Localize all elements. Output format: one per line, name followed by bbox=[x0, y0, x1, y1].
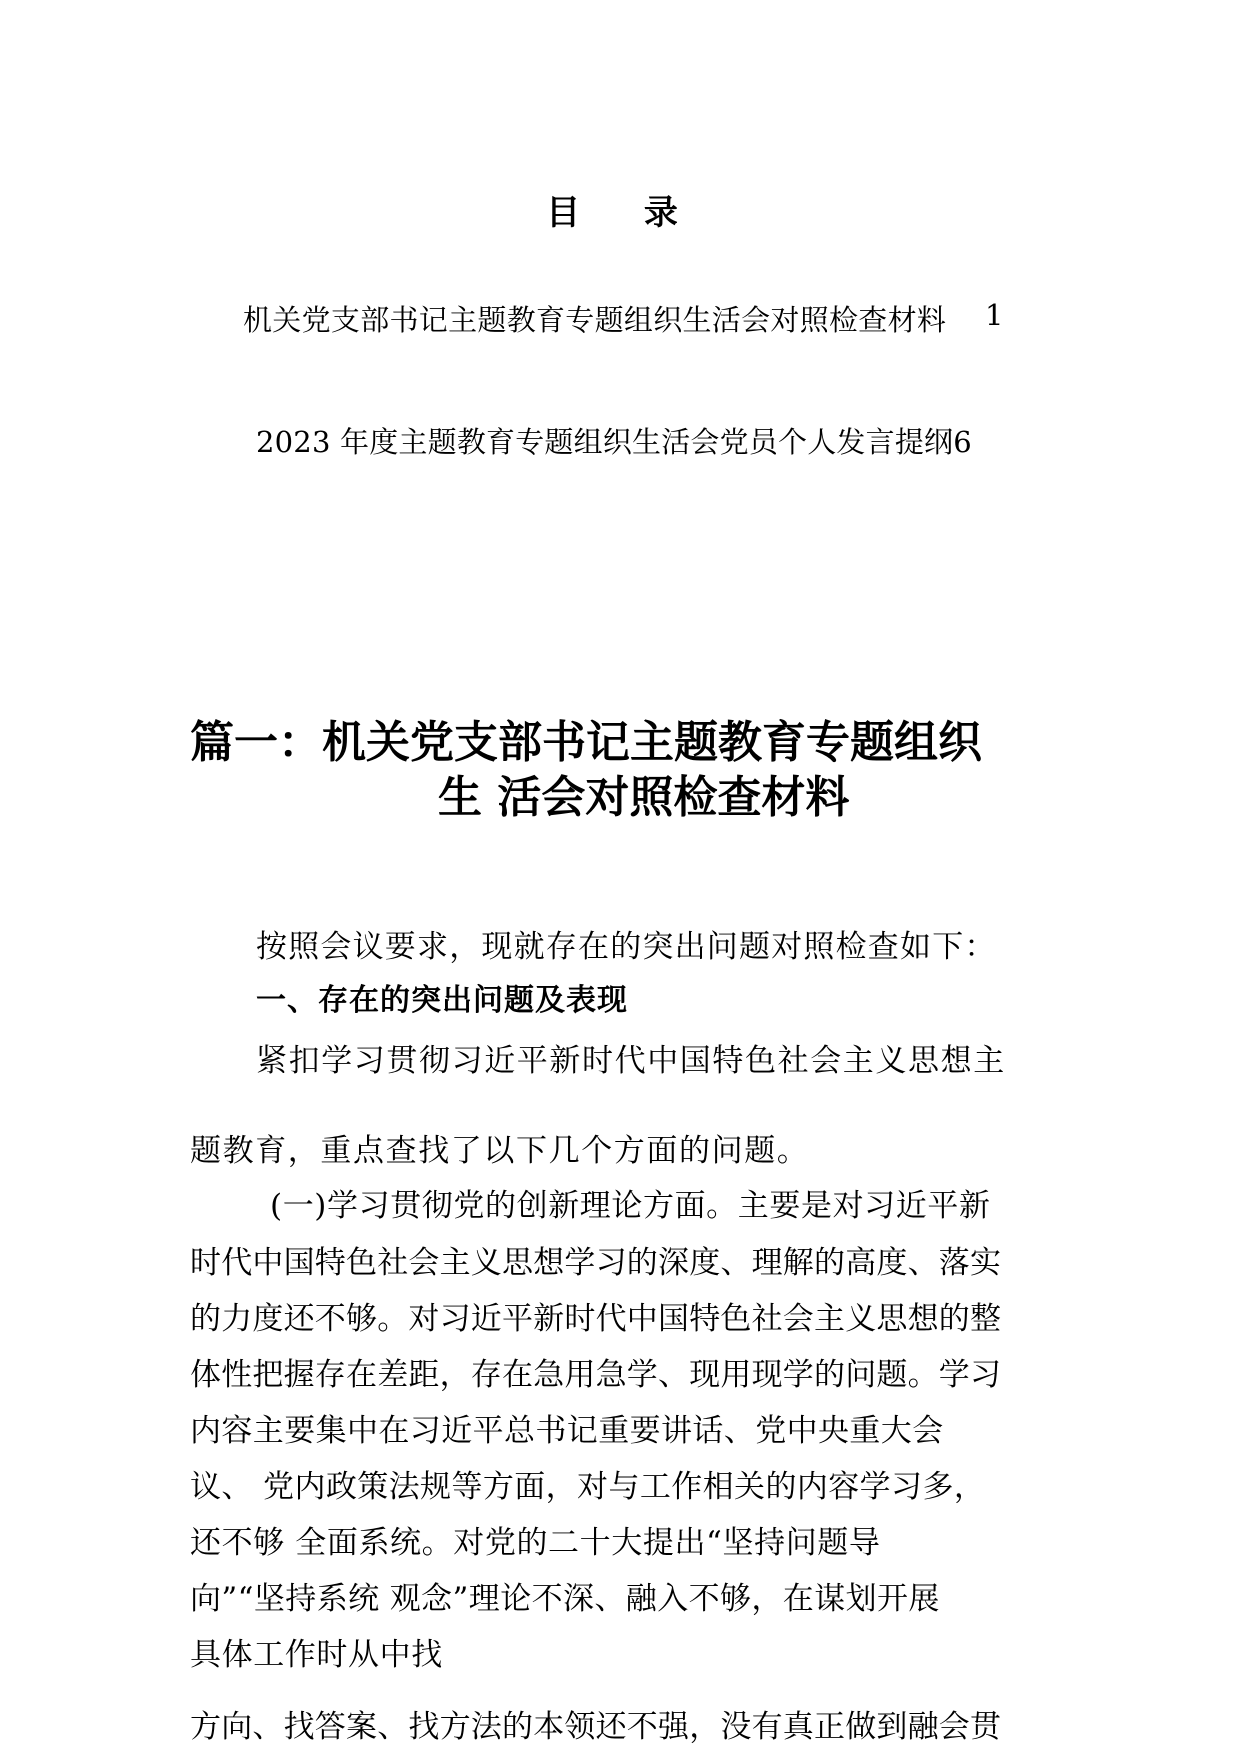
body-line: 的力度还不够。对习近平新时代中国特色社会主义思想的整 bbox=[190, 1301, 1002, 1337]
chapter-title-line-2: 生 活会对照检查材料 bbox=[438, 772, 850, 823]
body-line: (一)学习贯彻党的创新理论方面。主要是对习近平新 bbox=[270, 1188, 991, 1224]
body-line: 向”“坚持系统 观念”理论不深、融入不够，在谋划开展 bbox=[190, 1581, 940, 1617]
toc-title: 目 录 bbox=[546, 193, 704, 233]
body-line: 内容主要集中在习近平总书记重要讲话、党中央重大会 bbox=[190, 1413, 944, 1449]
intro-paragraph: 按照会议要求，现就存在的突出问题对照检查如下： bbox=[256, 929, 997, 965]
body-line: 题教育，重点查找了以下几个方面的问题。 bbox=[190, 1133, 810, 1169]
toc-entry-1-page: 1 bbox=[985, 298, 1004, 332]
body-line: 体性把握存在差距，存在急用急学、现用现学的问题。学习 bbox=[190, 1357, 1002, 1393]
body-line: 方向、找答案、找方法的本领还不强，没有真正做到融会贯 bbox=[190, 1709, 1002, 1745]
body-line: 议、 党内政策法规等方面，对与工作相关的内容学习多， bbox=[190, 1469, 986, 1505]
chapter-title-line-1: 篇一：机关党支部书记主题教育专题组织 bbox=[190, 717, 982, 768]
body-line: 还不够 全面系统。对党的二十大提出“坚持问题导 bbox=[190, 1525, 881, 1561]
section-heading: 一、存在的突出问题及表现 bbox=[256, 983, 628, 1018]
body-line: 时代中国特色社会主义思想学习的深度、理解的高度、落实 bbox=[190, 1245, 1002, 1281]
body-line: 紧扣学习贯彻习近平新时代中国特色社会主义思想主 bbox=[256, 1043, 1006, 1079]
body-line: 具体工作时从中找 bbox=[190, 1637, 443, 1673]
toc-entry-2[interactable]: 2023 年度主题教育专题组织生活会党员个人发言提纲6 bbox=[256, 425, 972, 459]
toc-entry-1[interactable]: 机关党支部书记主题教育专题组织生活会对照检查材料 bbox=[243, 303, 947, 337]
